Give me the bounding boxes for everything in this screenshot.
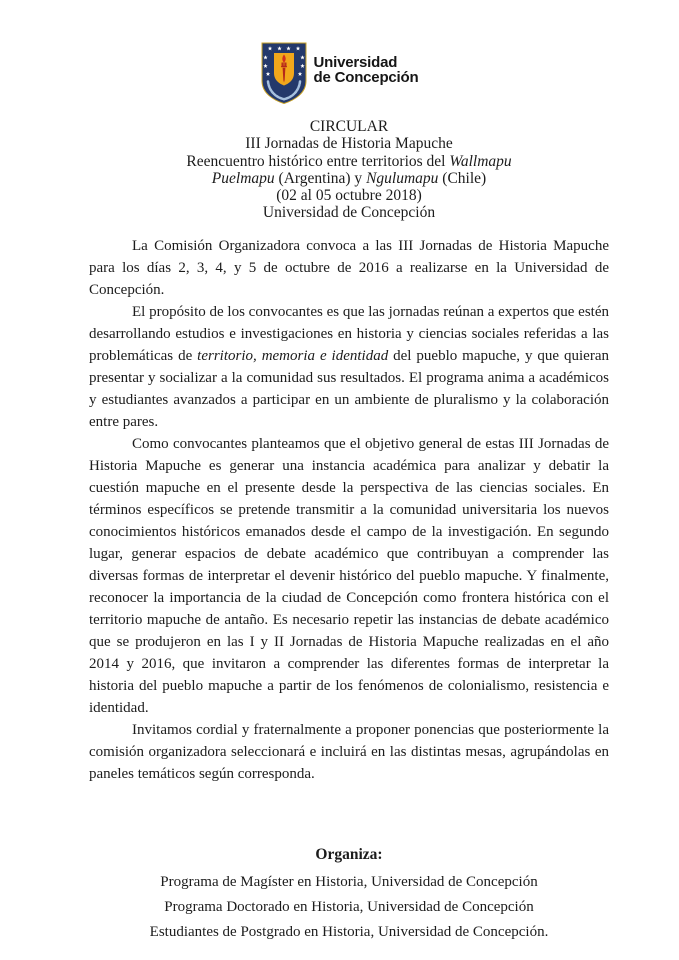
organizer-line: Programa de Magíster en Historia, Universidad de Concepción — [160, 873, 538, 890]
event-dates: (02 al 05 octubre 2018) — [276, 187, 422, 205]
event-title: III Jornadas de Historia Mapuche — [245, 135, 453, 153]
organizers-heading: Organiza: — [315, 845, 383, 863]
paragraph-2 — [89, 301, 609, 433]
organizers-list — [89, 870, 609, 946]
organizer-line: Programa Doctorado en Historia, Universidad de Concepción — [164, 899, 534, 916]
paragraph-3: Como convocantes planteamos que el objetivo general de estas III Jornadas de Historia Mapuche es generar una instancia académica para analizar y debatir la cuestión mapuche en el presente desde la perspectiva de las ciencias sociales. En términos específicos se pretende transmitir a la comunidad universitaria los nuevos conocimientos históricos emanados desde el campo de la investigación. En segundo lugar, generar espacios de debate académico que contribuyan a comprender las diversas formas de interpretar el devenir histórico del pueblo mapuche. Y finalmente, reconocer la importancia de la ciudad de Concepción como frontera histórica con el territorio mapuche de antaño. Es necesario repetir las instancias de debate académico que se produjeron en las I y II Jornadas de Historia Mapuche realizadas en el año 2014 y 2016, que invitaron a comprender las diferentes formas de interpretar la historia del pueblo mapuche a partir de los fenómenos de colonialismo, resistencia e identidad. — [89, 435, 609, 716]
subtitle-text: Reencuentro histórico entre territorios del — [186, 152, 450, 170]
university-shield-icon — [261, 42, 307, 105]
event-subtitle-line1 — [89, 153, 609, 170]
event-institution: Universidad de Concepción — [262, 204, 436, 222]
document-body — [89, 235, 609, 785]
document-title-block — [89, 118, 609, 222]
paragraph-4: Invitamos cordial y fraternalmente a proponer ponencias que posteriormente la comisión organizadora seleccionará e incluirá en las distintas mesas, agrupándolas en paneles temáticos según corresponda. — [89, 721, 609, 782]
paragraph-2-italic: territorio, memoria e identidad — [197, 347, 389, 364]
subtitle-chile: (Chile) — [438, 169, 487, 187]
subtitle-argentina: (Argentina) y — [274, 169, 367, 187]
logo-wordmark-line2: de Concepción — [313, 69, 419, 86]
circular-label: CIRCULAR — [309, 118, 389, 135]
logo-wordmark — [314, 55, 419, 85]
event-subtitle-line2 — [89, 170, 609, 187]
organizers-section — [89, 845, 609, 946]
paragraph-2-rest: del pueblo mapuche, y que quieran presentar y socializar a la comunidad sus resultados. El programa anima a académicos y estudiantes avanzados a participar en un ambiente de pluralismo y la colaboración entre pares. — [89, 347, 609, 430]
university-logo — [0, 0, 679, 105]
subtitle-ngulumapu: Ngulumapu — [366, 169, 439, 187]
subtitle-puelmapu: Puelmapu — [211, 169, 275, 187]
paragraph-2-text: El propósito de los convocantes es que las jornadas reúnan a expertos que estén desarrollando estudios e investigaciones en historia y ciencias sociales referidas a las problemáticas de — [89, 303, 609, 364]
logo-wordmark-line1: Universidad — [313, 54, 398, 71]
organizer-line: Estudiantes de Postgrado en Historia, Universidad de Concepción. — [149, 924, 549, 941]
subtitle-wallmapu: Wallmapu — [449, 152, 512, 170]
paragraph-1: La Comisión Organizadora convoca a las III Jornadas de Historia Mapuche para los días 2, 3, 4, y 5 de octubre de 2016 a realizarse en la Universidad de Concepción. — [89, 237, 609, 298]
